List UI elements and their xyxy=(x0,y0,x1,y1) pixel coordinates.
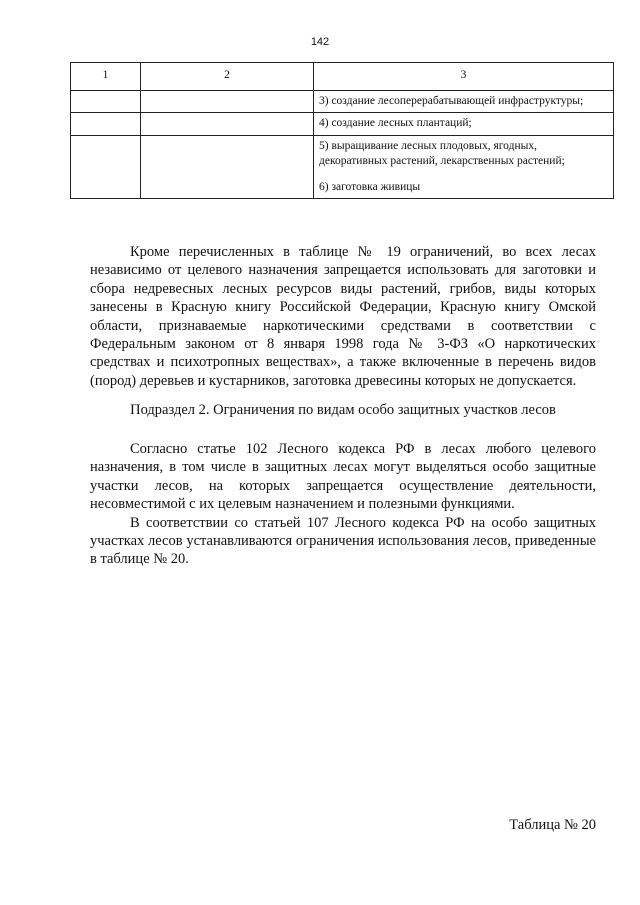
page-number: 142 xyxy=(310,36,330,48)
table-cell-text: 3) создание лесоперерабатывающей инфраструктуры; xyxy=(319,94,584,107)
table-cell-col3 xyxy=(314,113,614,136)
table-cell-text: 6) заготовка живицы xyxy=(319,180,421,193)
table-header-row xyxy=(71,63,614,91)
table-cell-col1 xyxy=(71,90,141,113)
table-cell-col3 xyxy=(314,135,614,199)
table-row xyxy=(71,90,614,113)
table-cell-col1 xyxy=(71,113,141,136)
table-cell-col1 xyxy=(71,135,141,199)
table-cell-text: 5) выращивание лесных плодовых, ягодных, декоративных растений, лекарственных растений; xyxy=(319,139,565,168)
table-row xyxy=(71,113,614,136)
table-cell-col2 xyxy=(141,90,314,113)
table-cell-col2 xyxy=(141,135,314,199)
paragraph-text: Согласно статье 102 Лесного кодекса РФ в лесах любого целевого назначения, в том числе в защитных лесах могут выделяться особо защитные участки лесов, на которых запрещается осуществление деятельности, несовместимой с их целевым назначением и полезными функциями. xyxy=(90,441,596,513)
subsection-title: Подраздел 2. Ограничения по видам особо защитных участков лесов xyxy=(130,402,556,418)
table-header-cell-3: 3 xyxy=(314,63,614,91)
table-cell-text: 4) создание лесных плантаций; xyxy=(319,117,472,130)
table-header-cell-2: 2 xyxy=(141,63,314,91)
table-row xyxy=(71,135,614,199)
paragraph-text: Кроме перечисленных в таблице № 19 ограничений, во всех лесах независимо от целевого назначения запрещается использовать для заготовки и сбора недревесных лесных ресурсов виды растений, грибов, виды которых занесены в Красную книгу Российской Федерации, Красную книгу Омской области, признаваемые наркотическими средствами в соответствии с Федеральным законом от 8 января 1998 года № 3-ФЗ «О наркотических средствах и психотропных веществах», а также включенные в перечень видов (пород) деревьев и кустарников, заготовка древесины которых не допускается. xyxy=(90,244,596,389)
table-cell-col2 xyxy=(141,113,314,136)
paragraph-restrictions xyxy=(90,243,596,390)
paragraph-protective-areas xyxy=(90,440,596,569)
table-caption: Таблица № 20 xyxy=(509,817,596,833)
table-header-cell-1: 1 xyxy=(71,63,141,91)
paragraph-text: В соответствии со статьей 107 Лесного кодекса РФ на особо защитных участках лесов устанавливаются ограничения использования лесов, приведенные в таблице № 20. xyxy=(90,514,596,568)
table-cell-col3 xyxy=(314,90,614,113)
restrictions-table xyxy=(70,62,614,199)
